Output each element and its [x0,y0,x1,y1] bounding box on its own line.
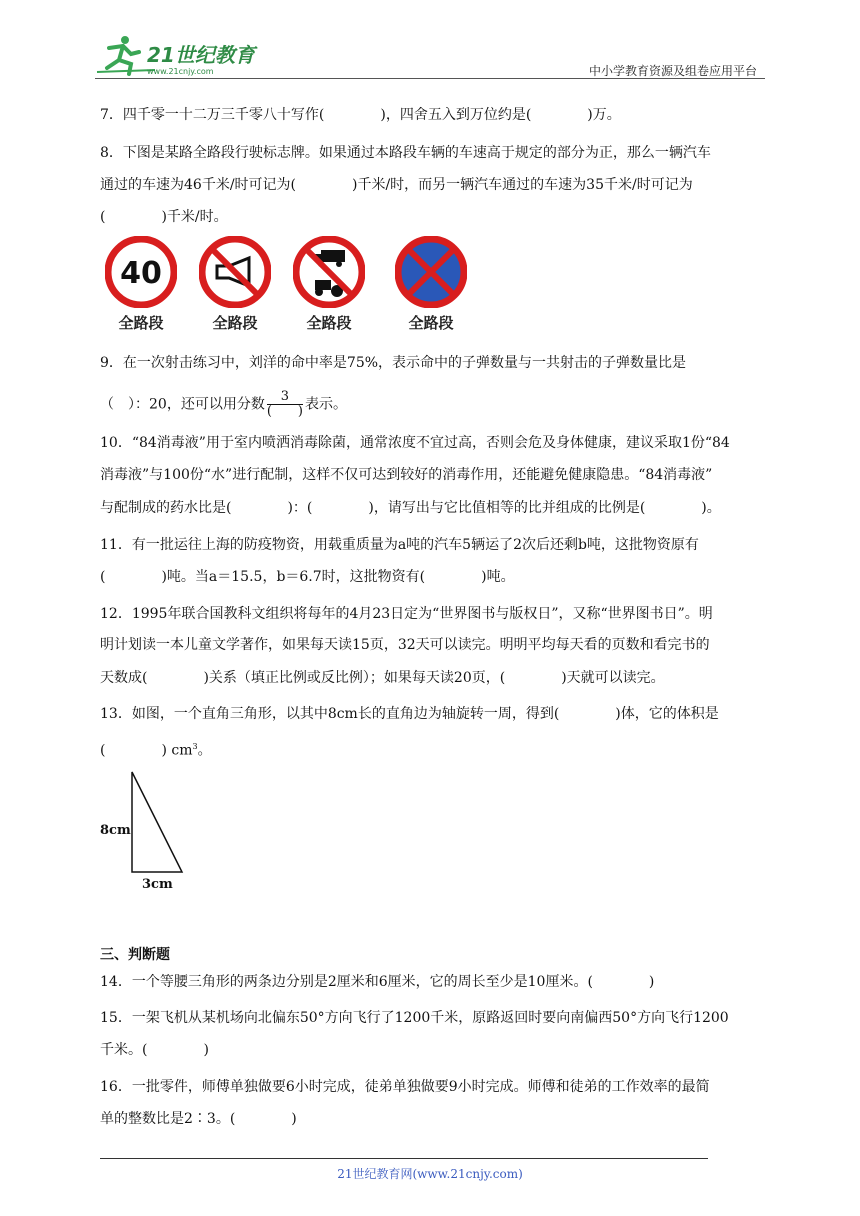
question-9-line-2 [100,390,770,419]
page-header [95,30,765,80]
fraction [267,390,303,419]
no-stopping-sign-icon [395,236,467,308]
question-8-line-1: 8．下图是某路全路段行驶标志牌。如果通过本路段车辆的车速高于规定的部分为正，那么一辆汽车 [100,145,711,161]
question-15-line-1: 15．一架飞机从某机场向北偏东50°方向飞行了1200千米，原路返回时要向南偏西50°方向飞行1200 [100,1010,729,1026]
question-14: 14．一个等腰三角形的两条边分别是2厘米和6厘米，它的周长至少是10厘米。( ) [100,974,655,990]
no-honking-sign-icon [199,236,271,308]
header-divider [95,78,765,79]
question-13-part-a: ( ) cm [100,742,193,759]
section-3-title: 三、判断题 [100,947,170,963]
footer-divider [100,1158,708,1159]
question-16-line-1: 16．一批零件，师傅单独做要6小时完成，徒弟单独做要9小时完成。师傅和徒弟的工作效率的最简 [100,1079,710,1095]
question-13-line-2 [100,736,770,762]
no-trucks-tractors-sign-icon [293,236,365,308]
question-15-line-2: 千米。( ) [100,1042,209,1058]
sign-label-3: 全路段 [306,314,352,332]
right-triangle-figure [100,768,200,892]
question-16-line-2: 单的整数比是2∶3。( ) [100,1111,297,1127]
question-9-part-a: （ ）：20，还可以用分数 [100,396,265,413]
question-10-line-3: 与配制成的药水比是( )：( )，请写出与它比值相等的比并组成的比例是( )。 [100,500,721,516]
question-8-line-3: ( )千米/时。 [100,209,228,225]
sign-label-1: 全路段 [118,314,164,332]
footer-link[interactable]: 21世纪教育网(www.21cnjy.com) [337,1167,523,1181]
triangle-base-label: 3cm [142,877,173,892]
question-11-line-2: ( )吨。当a＝15.5，b＝6.7时，这批物资有( )吨。 [100,569,515,585]
logo-url: www.21cnjy.com [147,67,214,76]
sign-label-2: 全路段 [212,314,258,332]
speed-limit-value: 40 [120,256,162,291]
sign-label-4: 全路段 [408,314,454,332]
question-12-line-2: 明计划读一本儿童文学著作，如果每天读15页，32天可以读完。明明平均每天看的页数和看完书的 [100,637,710,653]
question-10-line-1: 10．“84消毒液”用于室内喷洒消毒除菌，通常浓度不宜过高，否则会危及身体健康，建议采取1份“84 [100,435,730,451]
fraction-numerator: 3 [267,390,303,405]
question-11-line-1: 11．有一批运往上海的防疫物资，用载重质量为a吨的汽车5辆运了2次后还剩b吨，这批物资原有 [100,537,699,553]
site-logo [95,34,265,76]
fraction-denominator: ( ) [266,404,303,419]
platform-name: 中小学教育资源及组卷应用平台 [588,64,757,78]
speed-limit-sign-icon [105,236,177,308]
question-13-line-1: 13．如图，一个直角三角形，以其中8cm长的直角边为轴旋转一周，得到( )体，它的体积是 [100,706,719,722]
cube-exponent: 3 [192,742,198,751]
question-12-line-1: 12．1995年联合国教科文组织将每年的4月23日定为“世界图书与版权日”，又称“世界图书日”。明 [100,606,713,622]
question-12-line-3: 天数成( )关系（填正比例或反比例）；如果每天读20页，( )天就可以读完。 [100,670,665,686]
question-10-line-2: 消毒液”与100份“水”进行配制，这样不仅可达到较好的消毒作用，还能避免健康隐患。“84消毒液” [100,467,713,483]
logo-text: 21世纪教育 [147,43,255,67]
triangle-height-label: 8cm [100,823,131,838]
traffic-signs [103,236,483,336]
question-7: 7．四千零一十二万三千零八十写作( )，四舍五入到万位约是( )万。 [100,107,621,123]
question-13-part-b: 。 [197,742,212,759]
question-9-line-1: 9．在一次射击练习中，刘洋的命中率是75%，表示命中的子弹数量与一共射击的子弹数量比是 [100,355,687,371]
question-9-part-b: 表示。 [304,396,347,413]
question-8-line-2: 通过的车速为46千米/时可记为( )千米/时，而另一辆汽车通过的车速为35千米/时可记为 [100,177,693,193]
